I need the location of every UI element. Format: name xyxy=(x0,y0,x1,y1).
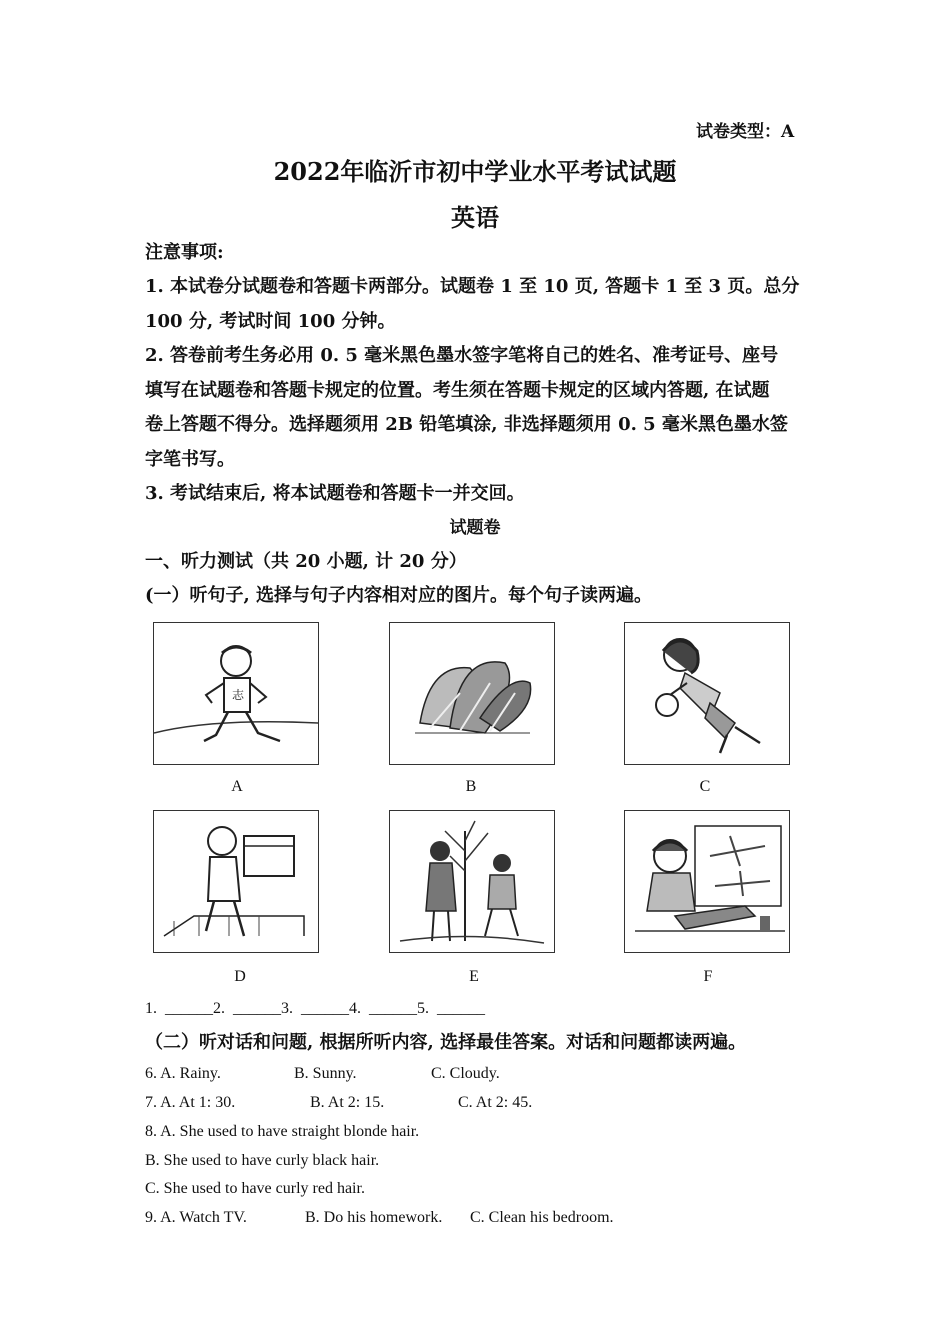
picture-b xyxy=(389,622,555,765)
picture-letter: A xyxy=(231,778,243,795)
notice-line: 字笔书写。 xyxy=(145,449,235,470)
running-boy-icon xyxy=(154,623,318,764)
picture-letter: C xyxy=(699,778,711,795)
girl-volleyball-icon xyxy=(625,623,789,764)
page-title: 2022年临沂市初中学业水平考试试题 xyxy=(273,157,677,186)
question-7-option-a: 7. A. At 1: 30. xyxy=(145,1094,236,1111)
question-6-option-a: 6. A. Rainy. xyxy=(145,1065,221,1082)
picture-f xyxy=(624,810,790,953)
subject-title: 英语 xyxy=(451,203,499,232)
part1-sub1: (一）听句子, 选择与句子内容相对应的图片。每个句子读两遍。 xyxy=(145,585,653,606)
picture-letter: E xyxy=(469,968,479,985)
answer-blanks: 1. ______2. ______3. ______4. ______5. ______ xyxy=(145,1000,485,1017)
question-9-option-a: 9. A. Watch TV. xyxy=(145,1209,247,1226)
question-9-option-b: B. Do his homework. xyxy=(305,1209,443,1226)
notice-line: 3. 考试结束后, 将本试题卷和答题卡一并交回。 xyxy=(145,483,525,504)
question-7-option-b: B. At 2: 15. xyxy=(310,1094,385,1111)
picture-letter: F xyxy=(703,968,713,985)
svg-text:志: 志 xyxy=(232,688,245,702)
picture-letter: D xyxy=(234,968,246,985)
picture-letter: B xyxy=(465,778,477,795)
part1-sub2: （二）听对话和问题, 根据所听内容, 选择最佳答案。对话和问题都读两遍。 xyxy=(145,1032,747,1053)
paper-type: 试卷类型：A xyxy=(696,122,795,142)
picture-d xyxy=(153,810,319,953)
question-7-option-c: C. At 2: 45. xyxy=(458,1094,533,1111)
part1-heading: 一、听力测试（共 20 小题, 计 20 分） xyxy=(145,551,467,572)
section-label: 试题卷 xyxy=(449,518,501,538)
notice-line: 卷上答题不得分。选择题须用 2B 铅笔填涂, 非选择题须用 0. 5 毫米黑色墨水签 xyxy=(145,414,788,435)
planting-tree-icon xyxy=(390,811,554,952)
question-6-option-b: B. Sunny. xyxy=(294,1065,357,1082)
vegetables-icon xyxy=(390,623,554,764)
notice-line: 100 分, 考试时间 100 分钟。 xyxy=(145,311,396,332)
notice-heading: 注意事项: xyxy=(145,242,224,263)
picture-c xyxy=(624,622,790,765)
notice-line: 1. 本试卷分试题卷和答题卡两部分。试题卷 1 至 10 页, 答题卡 1 至 3 页。总分 xyxy=(145,276,800,297)
question-8-option-c: C. She used to have curly red hair. xyxy=(145,1180,365,1197)
picture-e xyxy=(389,810,555,953)
notice-line: 填写在试题卷和答题卡规定的位置。考生须在答题卡规定的区域内答题, 在试题 xyxy=(145,380,770,401)
question-8-option-a: 8. A. She used to have straight blonde hair. xyxy=(145,1123,420,1140)
notice-line: 2. 答卷前考生务必用 0. 5 毫米黑色墨水签字笔将自己的姓名、准考证号、座号 xyxy=(145,345,779,366)
question-8-option-b: B. She used to have curly black hair. xyxy=(145,1152,380,1169)
question-6-option-c: C. Cloudy. xyxy=(431,1065,500,1082)
boy-model-planes-icon xyxy=(625,811,789,952)
picture-a xyxy=(153,622,319,765)
question-9-option-c: C. Clean his bedroom. xyxy=(470,1209,614,1226)
man-carrying-box-icon xyxy=(154,811,318,952)
